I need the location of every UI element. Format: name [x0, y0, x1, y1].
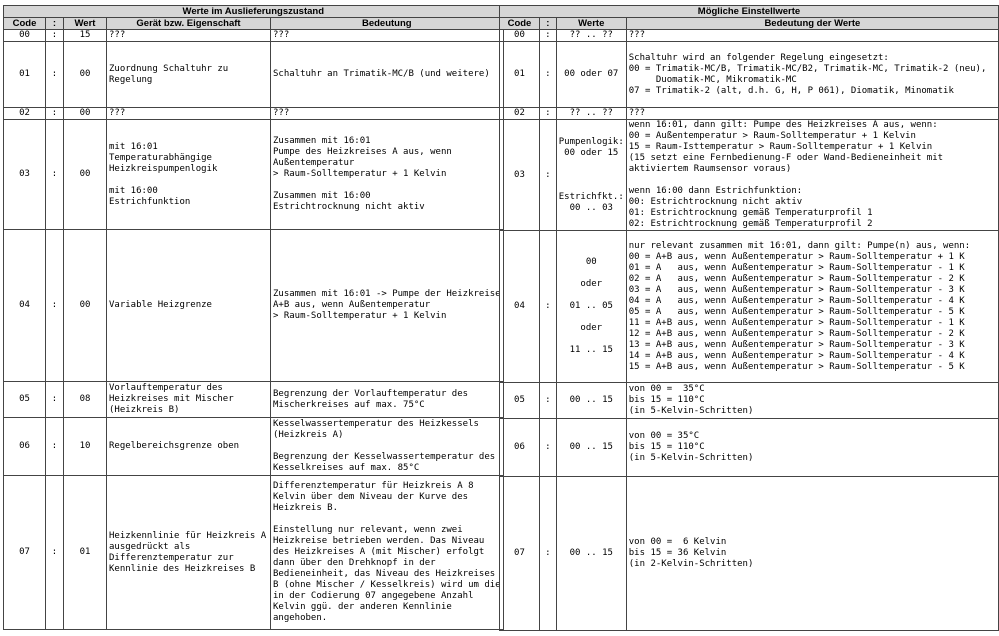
header-wert: Wert [64, 18, 107, 30]
werte-cell: 00 .. 15 [556, 383, 626, 419]
separator-cell: : [46, 30, 64, 42]
separator-cell: : [46, 418, 64, 476]
code-cell: 02 [4, 108, 46, 120]
separator-cell: : [539, 477, 556, 631]
separator-cell: : [539, 30, 556, 42]
table-row [500, 30, 999, 42]
geraet-cell: mit 16:01 Temperaturabhängige Heizkreispumpenlogik mit 16:00 Estrichfunktion [107, 120, 271, 230]
code-cell: 06 [4, 418, 46, 476]
werte-cell: ?? .. ?? [556, 108, 626, 120]
geraet-cell: Variable Heizgrenze [107, 230, 271, 382]
separator-cell: : [46, 42, 64, 108]
table-row [500, 419, 999, 477]
bedeutung-werte-cell: nur relevant zusammen mit 16:01, dann gilt: Pumpe(n) aus, wenn: 00 = A+B aus, wenn Außentemperatur > Raum-Solltemperatur + 1 K 01 = A aus, wenn Außentemperatur > Raum-Solltemperatur - 1 K 02 = A aus, wenn Außentemperatur > Raum-Solltemperatur - 2 K 03 = A aus, wenn Außentemperatur > Raum-Solltemperatur - 3 K 04 = A aus, wenn Außentemperatur > Raum-Solltemperatur - 4 K 05 = A aus, wenn Außentemperatur > Raum-Solltemperatur - 5 K 11 = A+B aus, wenn Außentemperatur > Raum-Solltemperatur - 1 K 12 = A+B aus, wenn Außentemperatur > Raum-Solltemperatur - 2 K 13 = A+B aus, wenn Außentemperatur > Raum-Solltemperatur - 3 K 14 = A+B aus, wenn Außentemperatur > Raum-Solltemperatur - 4 K 15 = A+B aus, wenn Außentemperatur > Raum-Solltemperatur - 5 K [626, 231, 998, 383]
geraet-cell: ??? [107, 30, 271, 42]
bedeutung-cell: Zusammen mit 16:01 Pumpe des Heizkreises A aus, wenn Außentemperatur > Raum-Solltemperatur + 1 Kelvin Zusammen mit 16:00 Estrichtrocknung nicht aktiv [271, 120, 504, 230]
header-bedeutung-der-werte: Bedeutung der Werte [626, 18, 998, 30]
wert-cell: 00 [64, 120, 107, 230]
bedeutung-cell: Zusammen mit 16:01 -> Pumpe der Heizkreise A+B aus, wenn Außentemperatur > Raum-Solltemperatur + 1 Kelvin [271, 230, 504, 382]
wert-cell: 00 [64, 108, 107, 120]
header-colon: : [539, 18, 556, 30]
bedeutung-werte-cell: ??? [626, 30, 998, 42]
geraet-cell: Zuordnung Schaltuhr zu Regelung [107, 42, 271, 108]
code-cell: 00 [4, 30, 46, 42]
right-table-title: Mögliche Einstellwerte [500, 6, 999, 18]
separator-cell: : [46, 120, 64, 230]
table-row [500, 477, 999, 631]
separator-cell: : [46, 382, 64, 418]
code-cell: 00 [500, 30, 540, 42]
geraet-cell: Heizkennlinie für Heizkreis A ausgedrückt als Differenztemperatur zur Kennlinie des Heizkreises B [107, 476, 271, 630]
bedeutung-werte-cell: von 00 = 35°C bis 15 = 110°C (in 5-Kelvin-Schritten) [626, 383, 998, 419]
bedeutung-cell: ??? [271, 30, 504, 42]
code-cell: 05 [4, 382, 46, 418]
wert-cell: 01 [64, 476, 107, 630]
code-cell: 07 [4, 476, 46, 630]
bedeutung-cell: ??? [271, 108, 504, 120]
separator-cell: : [539, 231, 556, 383]
code-cell: 07 [500, 477, 540, 631]
geraet-cell: Vorlauftemperatur des Heizkreises mit Mischer (Heizkreis B) [107, 382, 271, 418]
code-cell: 02 [500, 108, 540, 120]
bedeutung-werte-cell: wenn 16:01, dann gilt: Pumpe des Heizkreises A aus, wenn: 00 = Außentemperatur > Raum-Solltemperatur + 1 Kelvin 15 = Raum-Isttemperatur > Raum-Solltemperatur + 1 Kelvin (15 setzt eine Fernbedienung-F oder Wand-Bedieneinheit mit aktiviertem Raumsensor voraus) wenn 16:00 dann Estrichfunktion: 00: Estrichtrocknung nicht aktiv 01: Estrichtrocknung gemäß Temperaturprofil 1 02: Estrichtrocknung gemäß Temperaturprofil 2 [626, 120, 998, 231]
delivery-state-table [3, 5, 504, 630]
separator-cell: : [46, 230, 64, 382]
werte-cell: 00 .. 15 [556, 419, 626, 477]
table-row [500, 383, 999, 419]
separator-cell: : [539, 419, 556, 477]
bedeutung-cell: Schaltuhr an Trimatik-MC/B (und weitere) [271, 42, 504, 108]
code-cell: 04 [500, 231, 540, 383]
code-cell: 05 [500, 383, 540, 419]
separator-cell: : [46, 476, 64, 630]
bedeutung-werte-cell: Schaltuhr wird an folgender Regelung eingesetzt: 00 = Trimatik-MC/B, Trimatik-MC/B2, Trimatik-MC, Trimatik-2 (neu), Duomatik-MC, Mikromatik-MC 07 = Trimatik-2 (alt, d.h. G, H, P 061), Diomatik, Minomatik [626, 42, 998, 108]
bedeutung-cell: Differenztemperatur für Heizkreis A 8 Kelvin über dem Niveau der Kurve des Heizkreis B. Einstellung nur relevant, wenn zwei Heizkreise betrieben werden. Das Niveau des Heizkreises A (mit Mischer) erfolgt dann über den Drehknopf in der Bedieneinheit, das Niveau des Heizkreises B (ohne Mischer / Kesselkreis) wird um die in der Codierung 07 angegebene Anzahl Kelvin ggü. der anderen Kennlinie angehoben. [271, 476, 504, 630]
table-row [4, 382, 504, 418]
table-row [500, 120, 999, 231]
left-table-title: Werte im Auslieferungszustand [4, 6, 504, 18]
geraet-cell: ??? [107, 108, 271, 120]
code-cell: 03 [4, 120, 46, 230]
bedeutung-werte-cell: von 00 = 6 Kelvin bis 15 = 36 Kelvin (in 2-Kelvin-Schritten) [626, 477, 998, 631]
table-row [500, 231, 999, 383]
table-row [4, 120, 504, 230]
table-row [4, 230, 504, 382]
wert-cell: 10 [64, 418, 107, 476]
table-row [500, 42, 999, 108]
table-row [4, 108, 504, 120]
table-row [500, 108, 999, 120]
separator-cell: : [539, 42, 556, 108]
werte-cell: 00 oder 01 .. 05 oder 11 .. 15 [556, 231, 626, 383]
table-row [4, 30, 504, 42]
separator-cell: : [539, 120, 556, 231]
table-row [4, 418, 504, 476]
header-code: Code [4, 18, 46, 30]
possible-values-table [499, 5, 999, 631]
code-cell: 01 [500, 42, 540, 108]
werte-cell: 00 .. 15 [556, 477, 626, 631]
code-cell: 01 [4, 42, 46, 108]
wert-cell: 00 [64, 42, 107, 108]
code-cell: 03 [500, 120, 540, 231]
code-cell: 04 [4, 230, 46, 382]
bedeutung-cell: Begrenzung der Vorlauftemperatur des Mischerkreises auf max. 75°C [271, 382, 504, 418]
wert-cell: 08 [64, 382, 107, 418]
bedeutung-cell: Kesselwassertemperatur des Heizkessels (Heizkreis A) Begrenzung der Kesselwassertemperatur des Kesselkreises auf max. 85°C [271, 418, 504, 476]
separator-cell: : [539, 383, 556, 419]
header-geraet: Gerät bzw. Eigenschaft [107, 18, 271, 30]
geraet-cell: Regelbereichsgrenze oben [107, 418, 271, 476]
separator-cell: : [46, 108, 64, 120]
separator-cell: : [539, 108, 556, 120]
werte-cell: ?? .. ?? [556, 30, 626, 42]
werte-cell: 00 oder 07 [556, 42, 626, 108]
bedeutung-werte-cell: ??? [626, 108, 998, 120]
header-werte: Werte [556, 18, 626, 30]
bedeutung-werte-cell: von 00 = 35°C bis 15 = 110°C (in 5-Kelvin-Schritten) [626, 419, 998, 477]
header-code: Code [500, 18, 540, 30]
table-row [4, 476, 504, 630]
code-cell: 06 [500, 419, 540, 477]
werte-cell: Pumpenlogik: 00 oder 15 Estrichfkt.: 00 .. 03 [556, 120, 626, 231]
wert-cell: 00 [64, 230, 107, 382]
table-row [4, 42, 504, 108]
header-colon: : [46, 18, 64, 30]
wert-cell: 15 [64, 30, 107, 42]
header-bedeutung: Bedeutung [271, 18, 504, 30]
